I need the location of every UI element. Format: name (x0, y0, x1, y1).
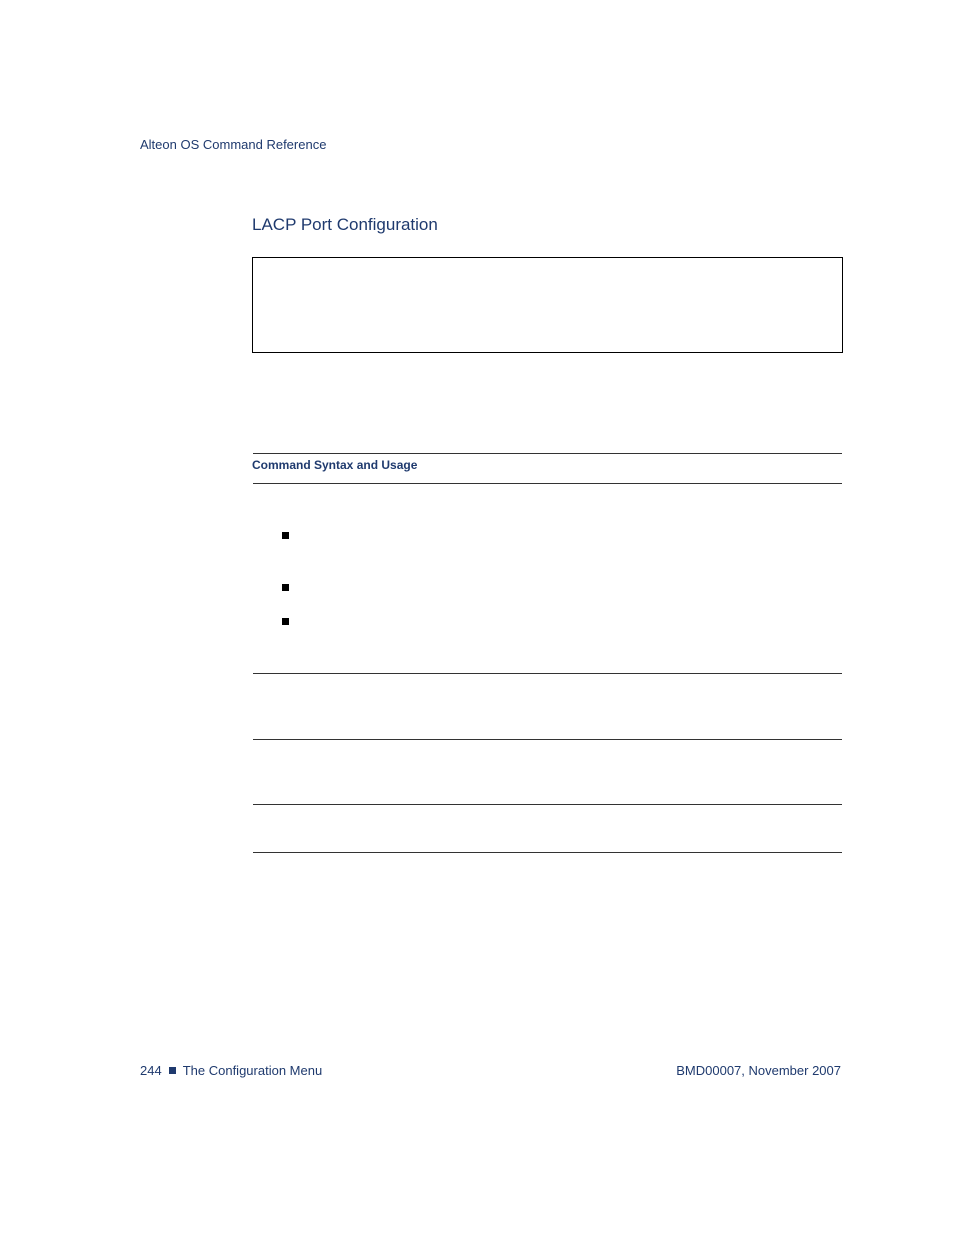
table-header-rule (253, 483, 842, 484)
page-number: 244 (140, 1063, 162, 1078)
bullet-icon (282, 618, 289, 625)
table-row-rule (253, 804, 842, 805)
table-top-rule (253, 453, 842, 454)
bullet-icon (282, 584, 289, 591)
menu-box (252, 257, 843, 353)
running-header: Alteon OS Command Reference (140, 137, 327, 152)
table-header: Command Syntax and Usage (252, 458, 418, 472)
table-bottom-rule (253, 852, 842, 853)
footer-left (140, 1063, 322, 1078)
table-row-rule (253, 739, 842, 740)
square-bullet-icon (169, 1067, 176, 1074)
section-title: LACP Port Configuration (252, 215, 438, 234)
doc-id: BMD00007, November 2007 (676, 1063, 841, 1078)
bullet-icon (282, 532, 289, 539)
table-row-rule (253, 673, 842, 674)
chapter-title: The Configuration Menu (182, 1063, 323, 1078)
